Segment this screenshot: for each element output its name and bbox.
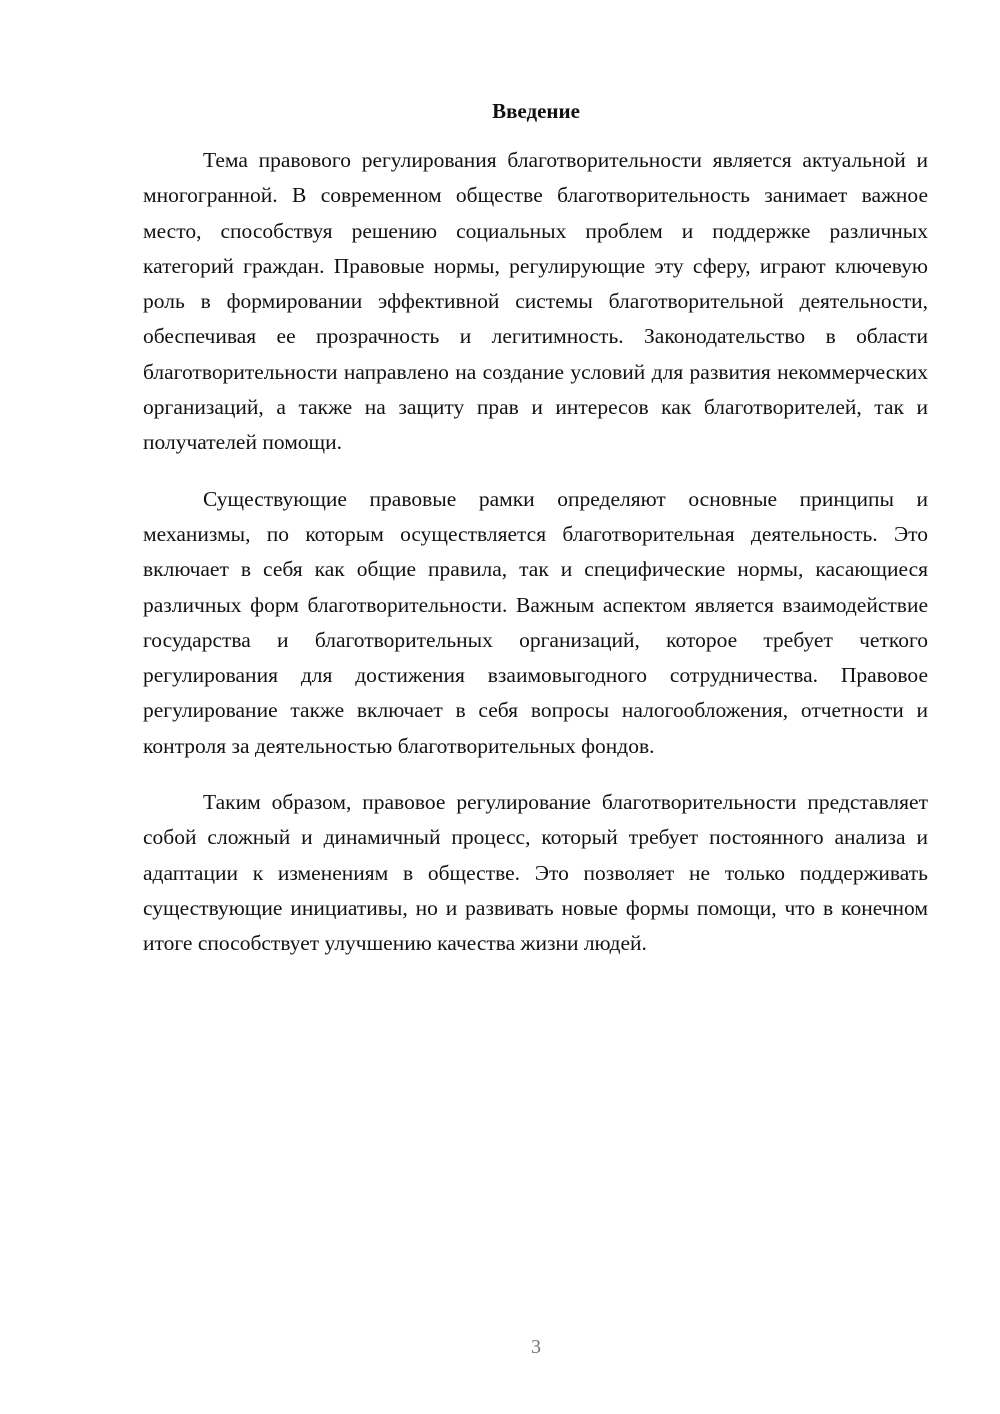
page-number: 3 xyxy=(531,1336,541,1358)
paragraph-2: Существующие правовые рамки определяют основные принципы и механизмы, по которым осуществляется благотворительная деятельность. Это включает в себя как общие правила, так и специфические нормы, касающиеся различных форм благотворительности. Важным аспектом является взаимодействие государства и благотворительных организаций, которое требует четкого регулирования для достижения взаимовыгодного сотрудничества. Правовое регулирование также включает в себя вопросы налогообложения, отчетности и контроля за деятельностью благотворительных фондов. xyxy=(143,486,928,758)
section-title: Введение xyxy=(492,99,580,123)
document-body xyxy=(143,143,928,983)
paragraph-1: Тема правового регулирования благотворительности является актуальной и многогранной. В современном обществе благотворительность занимает важное место, способствуя решению социальных проблем и поддержке различных категорий граждан. Правовые нормы, регулирующие эту сферу, играют ключевую роль в формировании эффективной системы благотворительной деятельности, обеспечивая ее прозрачность и легитимность. Законодательство в области благотворительности направлено на создание условий для развития некоммерческих организаций, а также на защиту прав и интересов как благотворителей, так и получателей помощи. xyxy=(143,148,928,455)
paragraph-3: Таким образом, правовое регулирование благотворительности представляет собой сложный и динамичный процесс, который требует постоянного анализа и адаптации к изменениям в обществе. Это позволяет не только поддерживать существующие инициативы, но и развивать новые формы помощи, что в конечном итоге способствует улучшению качества жизни людей. xyxy=(143,790,928,956)
